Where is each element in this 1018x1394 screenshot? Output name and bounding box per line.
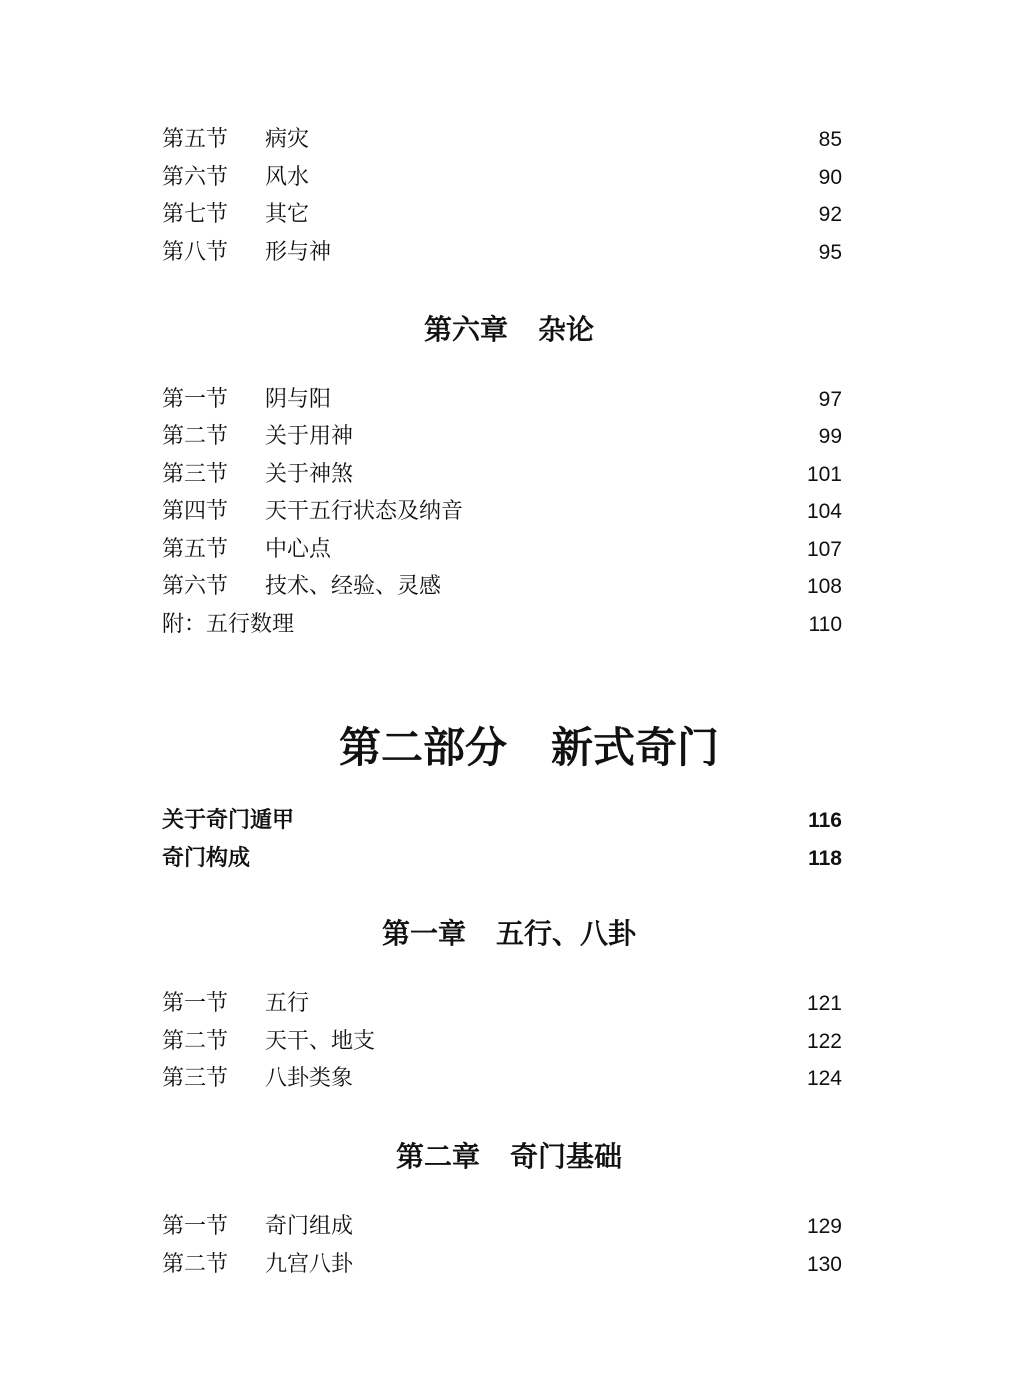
toc-section-number: 第八节: [162, 240, 229, 265]
part-title: 新式奇门: [551, 723, 720, 772]
toc-section-number: 第二节: [162, 1029, 229, 1054]
toc-entry-title: 奇门组成: [265, 1214, 354, 1239]
toc-entry-title: 天干五行状态及纳音: [265, 499, 464, 524]
toc-page-number: 122: [806, 1030, 842, 1053]
toc-entry[interactable]: [162, 124, 842, 156]
toc-entry[interactable]: [162, 1211, 842, 1243]
toc-page-number: 95: [818, 241, 842, 264]
chapter-heading[interactable]: [0, 914, 1018, 954]
chapter-label: 第六章: [423, 313, 508, 346]
toc-entry[interactable]: [162, 496, 842, 528]
toc-entry[interactable]: [162, 237, 842, 269]
toc-entry-title: 关于用神: [265, 424, 354, 449]
toc-section-number: 第三节: [162, 462, 229, 487]
toc-appendix-entry[interactable]: [162, 609, 842, 641]
toc-entry-title: 关于神煞: [265, 462, 354, 487]
toc-section-number: 第五节: [162, 127, 229, 152]
toc-entry-title: 中心点: [265, 537, 332, 562]
toc-entry-title: 病灾: [265, 127, 310, 152]
toc-page-number: 104: [806, 500, 842, 523]
toc-entry[interactable]: [162, 1026, 842, 1058]
toc-page-number: 99: [818, 425, 842, 448]
toc-page-number: 85: [818, 128, 842, 151]
toc-entry[interactable]: [162, 459, 842, 491]
toc-section-number: 第六节: [162, 574, 229, 599]
toc-section-number: 第七节: [162, 202, 229, 227]
toc-entry-title: 奇门构成: [162, 846, 251, 871]
toc-page-number: 124: [806, 1067, 842, 1090]
chapter-heading[interactable]: [0, 310, 1018, 350]
toc-entry[interactable]: [162, 1249, 842, 1281]
toc-section-number: 第三节: [162, 1066, 229, 1091]
toc-entry-title: 技术、经验、灵感: [265, 574, 442, 599]
toc-page-number: 90: [818, 166, 842, 189]
toc-entry-title: 其它: [265, 202, 310, 227]
toc-entry[interactable]: [162, 1063, 842, 1095]
part-heading[interactable]: [0, 720, 1018, 776]
toc-entry[interactable]: [162, 843, 842, 875]
toc-section-number: 第二节: [162, 424, 229, 449]
chapter-label: 第一章: [381, 917, 466, 950]
toc-page-number: 108: [806, 575, 842, 598]
toc-entry-title: 风水: [265, 165, 310, 190]
chapter-title: 奇门基础: [510, 1140, 623, 1173]
toc-entry-title: 阴与阳: [265, 387, 332, 412]
toc-section-number: 第一节: [162, 991, 229, 1016]
toc-entry[interactable]: [162, 988, 842, 1020]
toc-section-number: 第一节: [162, 1214, 229, 1239]
toc-section-number: 第五节: [162, 537, 229, 562]
toc-page-number: 129: [806, 1215, 842, 1238]
toc-entry[interactable]: [162, 421, 842, 453]
chapter-heading[interactable]: [0, 1137, 1018, 1177]
toc-entry[interactable]: [162, 534, 842, 566]
chapter-title: 五行、八卦: [496, 917, 637, 950]
toc-entry-title: 天干、地支: [265, 1029, 376, 1054]
toc-entry[interactable]: [162, 805, 842, 837]
toc-section-number: 第一节: [162, 387, 229, 412]
chapter-label: 第二章: [395, 1140, 480, 1173]
toc-entry-title: 五行: [265, 991, 310, 1016]
toc-section-number: 第二节: [162, 1252, 229, 1277]
toc-entry[interactable]: [162, 162, 842, 194]
toc-entry-title: 附：五行数理: [162, 612, 295, 637]
toc-entry-title: 关于奇门遁甲: [162, 808, 295, 833]
toc-page-number: 110: [808, 613, 842, 636]
toc-page-number: 121: [806, 992, 842, 1015]
toc-entry[interactable]: [162, 199, 842, 231]
chapter-title: 杂论: [538, 313, 595, 346]
toc-page-number: 116: [808, 809, 842, 832]
toc-page-number: 107: [806, 538, 842, 561]
toc-entry[interactable]: [162, 384, 842, 416]
toc-entry-title: 九宫八卦: [265, 1252, 354, 1277]
toc-page-number: 92: [818, 203, 842, 226]
part-label: 第二部分: [338, 723, 507, 772]
toc-entry-title: 八卦类象: [265, 1066, 354, 1091]
toc-entry[interactable]: [162, 571, 842, 603]
toc-page-number: 118: [808, 847, 842, 870]
toc-page-number: 97: [818, 388, 842, 411]
toc-section-number: 第六节: [162, 165, 229, 190]
toc-page-number: 101: [806, 463, 842, 486]
toc-entry-title: 形与神: [265, 240, 332, 265]
toc-section-number: 第四节: [162, 499, 229, 524]
toc-page-number: 130: [806, 1253, 842, 1276]
